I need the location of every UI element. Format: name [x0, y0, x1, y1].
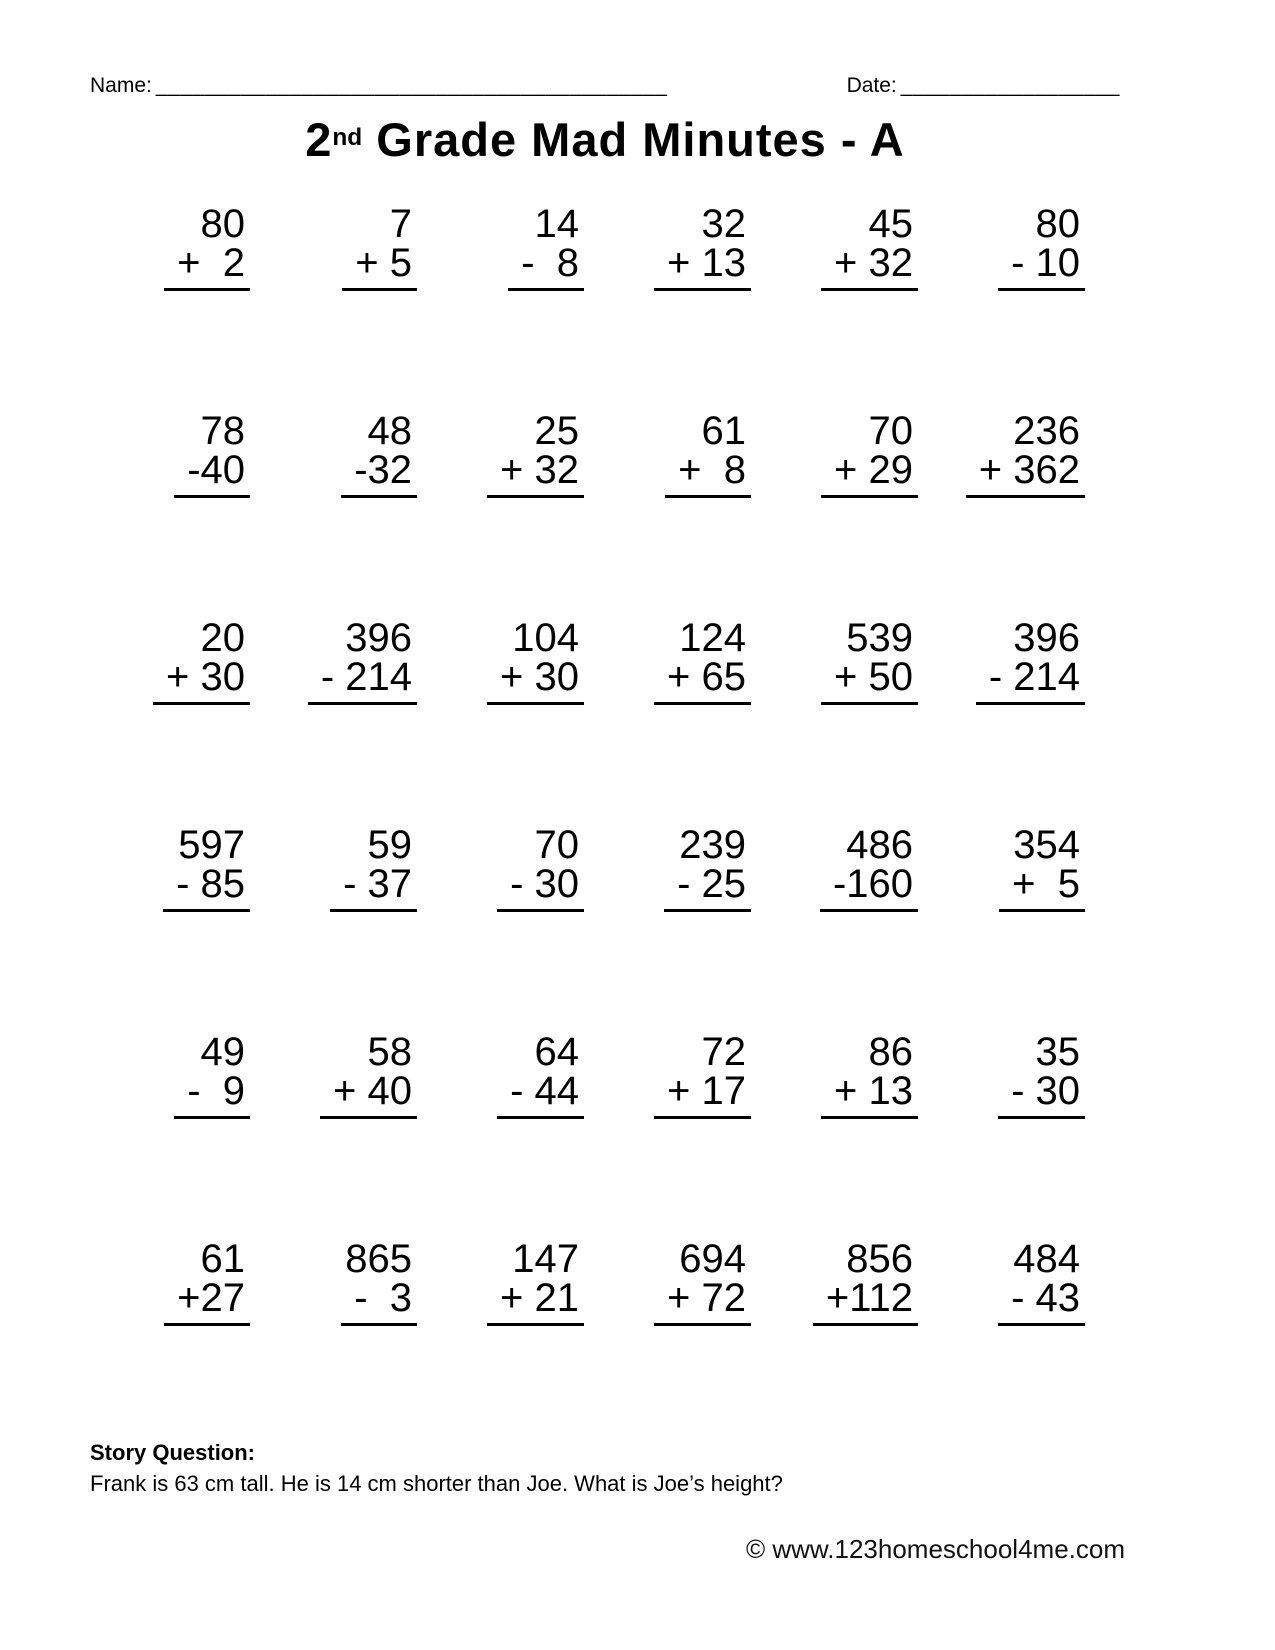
problem-top-operand: 32: [701, 202, 746, 246]
worksheet-title: [90, 112, 1120, 177]
problem-operator-operand: + 17: [654, 1072, 751, 1119]
problem-top-operand: 856: [846, 1237, 913, 1281]
problem-operator-operand: - 30: [497, 865, 584, 912]
problem-operator-operand: - 43: [998, 1279, 1085, 1326]
problem-operator-operand: - 44: [497, 1072, 584, 1119]
problem-operator-operand: + 362: [966, 451, 1085, 498]
problem-top-operand: 72: [701, 1030, 746, 1074]
problem-operator-operand: - 30: [998, 1072, 1085, 1119]
problem-top-operand: 694: [679, 1237, 746, 1281]
problem-operator-operand: + 50: [821, 658, 918, 705]
date-blank-line[interactable]: __________________: [900, 74, 1120, 97]
problem-top-operand: 396: [345, 616, 412, 660]
problem-operator-operand: + 13: [821, 1072, 918, 1119]
problems-grid: [83, 202, 1085, 1447]
problem-operator-operand: - 9: [174, 1072, 250, 1119]
math-problem: [487, 409, 584, 498]
title-text: Grade Mad Minutes - A: [362, 113, 905, 166]
problem-operator-operand: + 5: [342, 244, 417, 291]
problem-operator-operand: - 3: [341, 1279, 417, 1326]
problem-operator-operand: + 5: [999, 865, 1085, 912]
problem-operator-operand: -32: [341, 451, 417, 498]
math-problem: [654, 1237, 751, 1326]
math-problem: [153, 616, 250, 705]
math-problem: [654, 202, 751, 291]
problem-operator-operand: + 2: [164, 244, 250, 291]
name-field: [90, 74, 667, 98]
problem-operator-operand: - 37: [330, 865, 417, 912]
math-problem: [999, 823, 1085, 912]
header-row: [90, 74, 1120, 98]
title-ordinal-suffix: nd: [332, 124, 363, 152]
math-problem: [487, 1237, 584, 1326]
problem-top-operand: 236: [1013, 409, 1080, 453]
math-problem: [497, 1030, 584, 1119]
problem-operator-operand: + 32: [487, 451, 584, 498]
problem-operator-operand: + 8: [665, 451, 751, 498]
problem-operator-operand: + 21: [487, 1279, 584, 1326]
problem-top-operand: 104: [512, 616, 579, 660]
date-label: Date:: [846, 74, 897, 97]
math-problem: [654, 616, 751, 705]
math-problem: [976, 616, 1085, 705]
problem-operator-operand: -160: [820, 865, 918, 912]
math-problem: [998, 1237, 1085, 1326]
problem-top-operand: 25: [534, 409, 579, 453]
story-question-label: Story Question:: [90, 1440, 256, 1465]
problem-operator-operand: - 214: [976, 658, 1085, 705]
problem-top-operand: 396: [1013, 616, 1080, 660]
problem-operator-operand: + 40: [320, 1072, 417, 1119]
title-grade-number: 2: [305, 113, 333, 166]
math-problem: [342, 202, 417, 291]
problem-top-operand: 539: [846, 616, 913, 660]
math-problem: [998, 202, 1085, 291]
math-problem: [966, 409, 1085, 498]
problem-operator-operand: - 214: [308, 658, 417, 705]
math-problem: [821, 1030, 918, 1119]
math-problem: [341, 1237, 417, 1326]
problem-top-operand: 14: [534, 202, 579, 246]
math-problem: [664, 823, 751, 912]
problem-top-operand: 486: [846, 823, 913, 867]
problem-operator-operand: + 29: [821, 451, 918, 498]
problem-top-operand: 865: [345, 1237, 412, 1281]
problem-top-operand: 20: [200, 616, 245, 660]
math-problem: [813, 1237, 918, 1326]
problem-operator-operand: + 32: [821, 244, 918, 291]
name-blank-line[interactable]: __________________________________________: [155, 74, 668, 97]
problem-operator-operand: + 30: [487, 658, 584, 705]
problem-top-operand: 124: [679, 616, 746, 660]
math-problem: [821, 202, 918, 291]
math-problem: [508, 202, 584, 291]
problem-operator-operand: + 72: [654, 1279, 751, 1326]
problem-top-operand: 78: [200, 409, 245, 453]
story-question-text: Frank is 63 cm tall. He is 14 cm shorter than Joe. What is Joe’s height?: [90, 1471, 783, 1496]
problem-operator-operand: - 8: [508, 244, 584, 291]
math-problem: [163, 823, 250, 912]
name-label: Name:: [90, 74, 152, 97]
problem-top-operand: 80: [200, 202, 245, 246]
problem-top-operand: 70: [868, 409, 913, 453]
problem-operator-operand: + 30: [153, 658, 250, 705]
math-problem: [174, 409, 250, 498]
problem-operator-operand: +112: [813, 1279, 918, 1326]
math-problem: [820, 823, 918, 912]
problem-top-operand: 35: [1035, 1030, 1080, 1074]
problem-operator-operand: + 13: [654, 244, 751, 291]
problem-top-operand: 7: [389, 202, 412, 246]
math-problem: [320, 1030, 417, 1119]
math-problem: [164, 202, 250, 291]
date-field: [847, 74, 1120, 98]
problem-top-operand: 59: [367, 823, 412, 867]
math-problem: [164, 1237, 250, 1326]
math-problem: [665, 409, 751, 498]
problem-top-operand: 61: [200, 1237, 245, 1281]
story-question-section: [90, 1440, 783, 1497]
math-problem: [174, 1030, 250, 1119]
math-problem: [821, 616, 918, 705]
math-problem: [487, 616, 584, 705]
copyright-footer: © www.123homeschool4me.com: [746, 1534, 1125, 1564]
problem-top-operand: 484: [1013, 1237, 1080, 1281]
problem-top-operand: 80: [1035, 202, 1080, 246]
problem-top-operand: 86: [868, 1030, 913, 1074]
problem-top-operand: 61: [701, 409, 746, 453]
math-problem: [308, 616, 417, 705]
problem-operator-operand: - 85: [163, 865, 250, 912]
problem-operator-operand: -40: [174, 451, 250, 498]
problem-top-operand: 70: [534, 823, 579, 867]
problem-top-operand: 58: [367, 1030, 412, 1074]
math-problem: [654, 1030, 751, 1119]
problem-operator-operand: - 10: [998, 244, 1085, 291]
problem-operator-operand: + 65: [654, 658, 751, 705]
problem-operator-operand: +27: [164, 1279, 250, 1326]
problem-top-operand: 49: [200, 1030, 245, 1074]
problem-top-operand: 239: [679, 823, 746, 867]
problem-top-operand: 45: [868, 202, 913, 246]
problem-top-operand: 48: [367, 409, 412, 453]
problem-top-operand: 64: [534, 1030, 579, 1074]
problem-top-operand: 354: [1013, 823, 1080, 867]
problem-top-operand: 597: [178, 823, 245, 867]
problem-top-operand: 147: [512, 1237, 579, 1281]
math-problem: [341, 409, 417, 498]
math-problem: [998, 1030, 1085, 1119]
math-problem: [497, 823, 584, 912]
math-problem: [821, 409, 918, 498]
math-problem: [330, 823, 417, 912]
problem-operator-operand: - 25: [664, 865, 751, 912]
